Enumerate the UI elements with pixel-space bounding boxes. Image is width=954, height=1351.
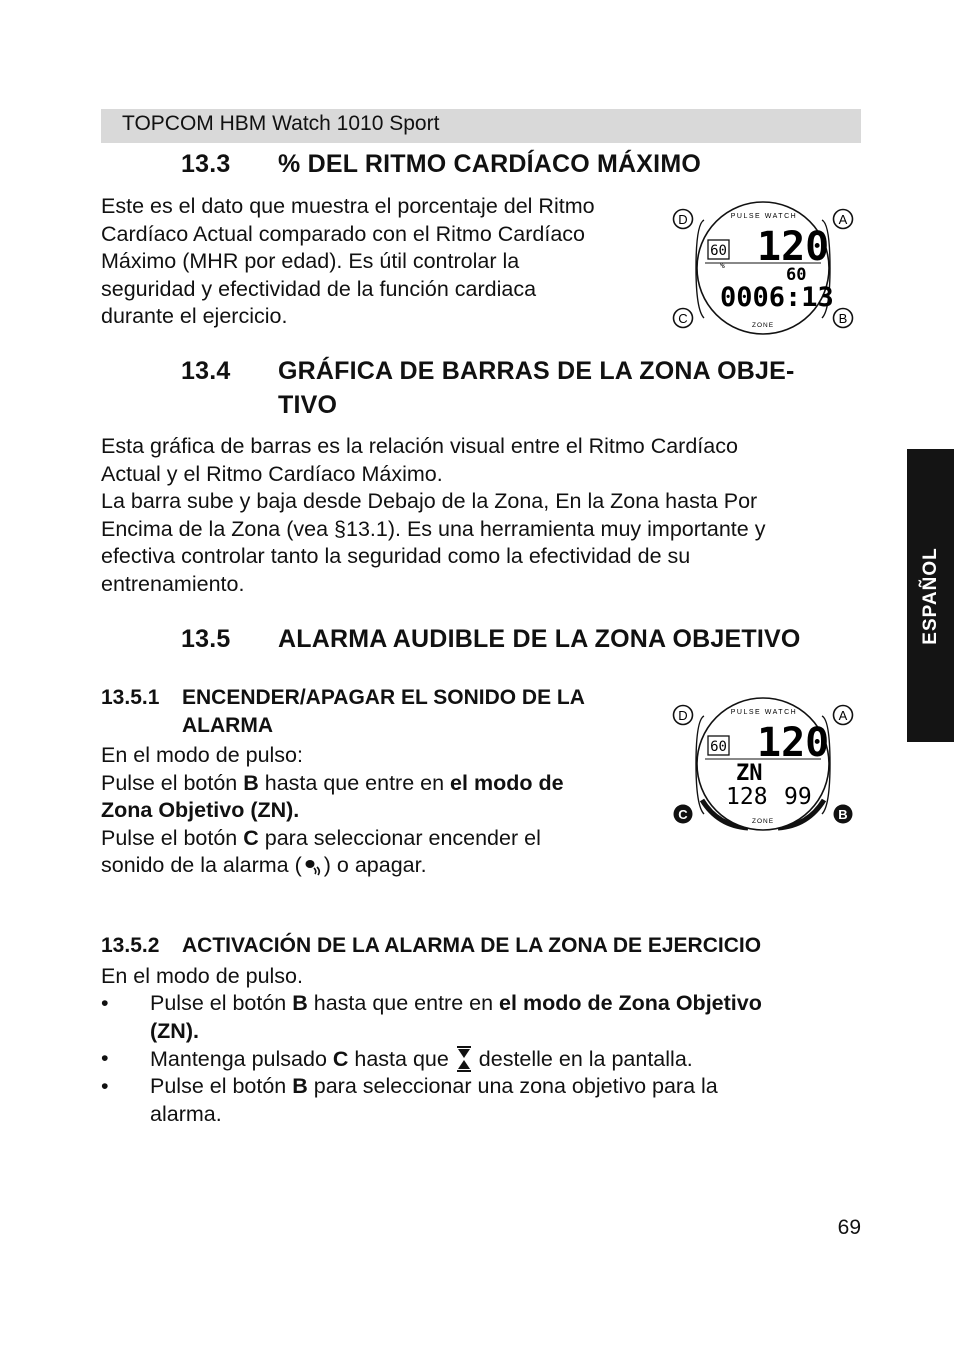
header-title: TOPCOM HBM Watch 1010 Sport — [122, 112, 440, 135]
body-line — [101, 797, 661, 825]
text-run: hasta que entre en — [258, 770, 451, 795]
section-13-5-heading — [181, 625, 861, 657]
zone-alarm-icon — [455, 1045, 473, 1073]
button-c-label: C — [678, 807, 688, 822]
zone-label: ZONE — [751, 322, 775, 329]
section-13-4-body — [101, 433, 871, 598]
body-line: Esta gráfica de barras es la relación visual entre el Ritmo Cardíaco — [101, 434, 738, 458]
section-13-4-heading — [181, 357, 861, 427]
bold-run: el modo de — [450, 770, 564, 795]
text-run: Pulse el botón — [101, 770, 244, 795]
watch-zone-mode-illustration — [668, 696, 858, 832]
bullet: • — [101, 1074, 109, 1098]
bullet: • — [101, 1046, 109, 1070]
bold-run: Zona Objetivo (ZN). — [101, 798, 300, 822]
text-run: Pulse el botón — [101, 825, 244, 850]
button-a-label: A — [838, 708, 848, 723]
list-item — [101, 990, 861, 1046]
section-title: % DEL RITMO CARDÍACO MÁXIMO — [278, 150, 701, 178]
subsection-title-line2: ALARMA — [182, 714, 273, 737]
text-run: Pulse el botón — [150, 1074, 293, 1098]
body-line: efectiva controlar tanto la seguridad como la efectividad de su — [101, 544, 691, 568]
text-run: destelle en la pantalla. — [472, 1047, 693, 1071]
button-c-label: C — [678, 311, 688, 326]
brand-right: WATCH — [764, 213, 798, 220]
text-run: sonido de la alarma ( — [101, 853, 302, 877]
body-line: entrenamiento. — [101, 571, 245, 596]
percent-value: 60 — [710, 739, 727, 755]
button-ref: C — [243, 825, 259, 850]
list-item-text — [150, 1045, 850, 1074]
button-ref: C — [332, 1047, 349, 1071]
section-title-line2: TIVO — [278, 391, 338, 419]
page-number: 69 — [837, 1216, 861, 1239]
section-13-5-2-heading — [101, 932, 881, 960]
section-number: 13.3 — [181, 150, 231, 178]
body-line — [101, 825, 661, 853]
button-ref: B — [292, 1074, 308, 1098]
text-run: hasta que entre en — [307, 991, 500, 1015]
body-line: Cardíaco Actual comparado con el Ritmo Cardíaco — [101, 221, 585, 246]
section-13-5-1-body — [101, 742, 661, 880]
subsection-title-line1: ENCENDER/APAGAR EL SONIDO DE LA — [182, 686, 585, 709]
text-run: hasta que — [348, 1047, 455, 1071]
subsection-number: 13.5.2 — [101, 934, 160, 957]
heart-rate-value: 120 — [757, 720, 830, 766]
button-b-label: B — [838, 807, 848, 822]
body-line — [101, 852, 661, 880]
time-value: 0006:13 — [720, 282, 834, 313]
zone-label: ZONE — [751, 818, 775, 825]
brand-left: PULSE — [730, 709, 762, 716]
heart-rate-value: 120 — [757, 224, 830, 270]
brand-left: PULSE — [730, 213, 762, 220]
language-tab — [907, 449, 954, 742]
zone-high-value: 99 — [784, 784, 812, 810]
percent-value: 60 — [710, 243, 727, 259]
bullet: • — [101, 991, 109, 1015]
body-line: Actual y el Ritmo Cardíaco Máximo. — [101, 461, 443, 486]
text-run: para seleccionar encender el — [258, 825, 541, 850]
bold-run: el modo de Zona Objetivo — [499, 991, 762, 1015]
section-number: 13.4 — [181, 357, 231, 385]
subsection-title: ACTIVACIÓN DE LA ALARMA DE LA ZONA DE EJERCICIO — [182, 934, 762, 957]
document-header — [101, 109, 861, 143]
button-d-label: D — [678, 708, 688, 723]
watch-display-illustration — [668, 200, 858, 336]
alarm-sound-icon — [302, 855, 324, 877]
section-13-3-body — [101, 193, 661, 331]
button-a-label: A — [838, 212, 848, 227]
body-line: Este es el dato que muestra el porcentaje del Ritmo — [101, 194, 595, 218]
percent-symbol: % — [720, 261, 725, 270]
text-run: alarma. — [150, 1101, 222, 1126]
text-run: ) o apagar. — [323, 853, 427, 877]
body-line — [101, 770, 661, 798]
zone-mode-label: ZN — [736, 761, 763, 786]
section-title-line1: GRÁFICA DE BARRAS DE LA ZONA OBJE- — [278, 357, 795, 385]
button-ref: B — [292, 991, 308, 1015]
section-13-3-heading — [181, 150, 841, 182]
text-run: para seleccionar una zona objetivo para la — [307, 1074, 718, 1098]
body-line: durante el ejercicio. — [101, 304, 288, 328]
language-label: ESPAÑOL — [919, 546, 941, 645]
button-ref: B — [243, 770, 259, 795]
list-item-text — [150, 990, 850, 1045]
body-line: Máximo (MHR por edad). Es útil controlar la — [101, 249, 520, 273]
body-line: Encima de la Zona (vea §13.1). Es una herramienta muy importante y — [101, 516, 766, 541]
list-item — [101, 1045, 861, 1073]
brand-right: WATCH — [764, 709, 798, 716]
list-item-text — [150, 1073, 850, 1128]
body-line: seguridad y efectividad de la función cardiaca — [101, 276, 537, 301]
body-line: En el modo de pulso: — [101, 743, 303, 767]
subsection-number: 13.5.1 — [101, 686, 160, 709]
section-13-5-1-heading — [101, 684, 661, 740]
zone-low-value: 128 — [726, 784, 768, 810]
list-item — [101, 1073, 861, 1129]
section-title: ALARMA AUDIBLE DE LA ZONA OBJETIVO — [278, 625, 801, 653]
section-number: 13.5 — [181, 625, 231, 653]
bold-run: (ZN). — [150, 1018, 199, 1043]
section-13-5-2-intro: En el modo de pulso. — [101, 964, 303, 988]
body-line: La barra sube y baja desde Debajo de la Zona, En la Zona hasta Por — [101, 489, 758, 513]
button-d-label: D — [678, 212, 688, 227]
mid-value: 60 — [786, 265, 807, 285]
button-b-label: B — [838, 311, 848, 326]
text-run: Mantenga pulsado — [150, 1047, 333, 1071]
text-run: Pulse el botón — [150, 991, 293, 1015]
